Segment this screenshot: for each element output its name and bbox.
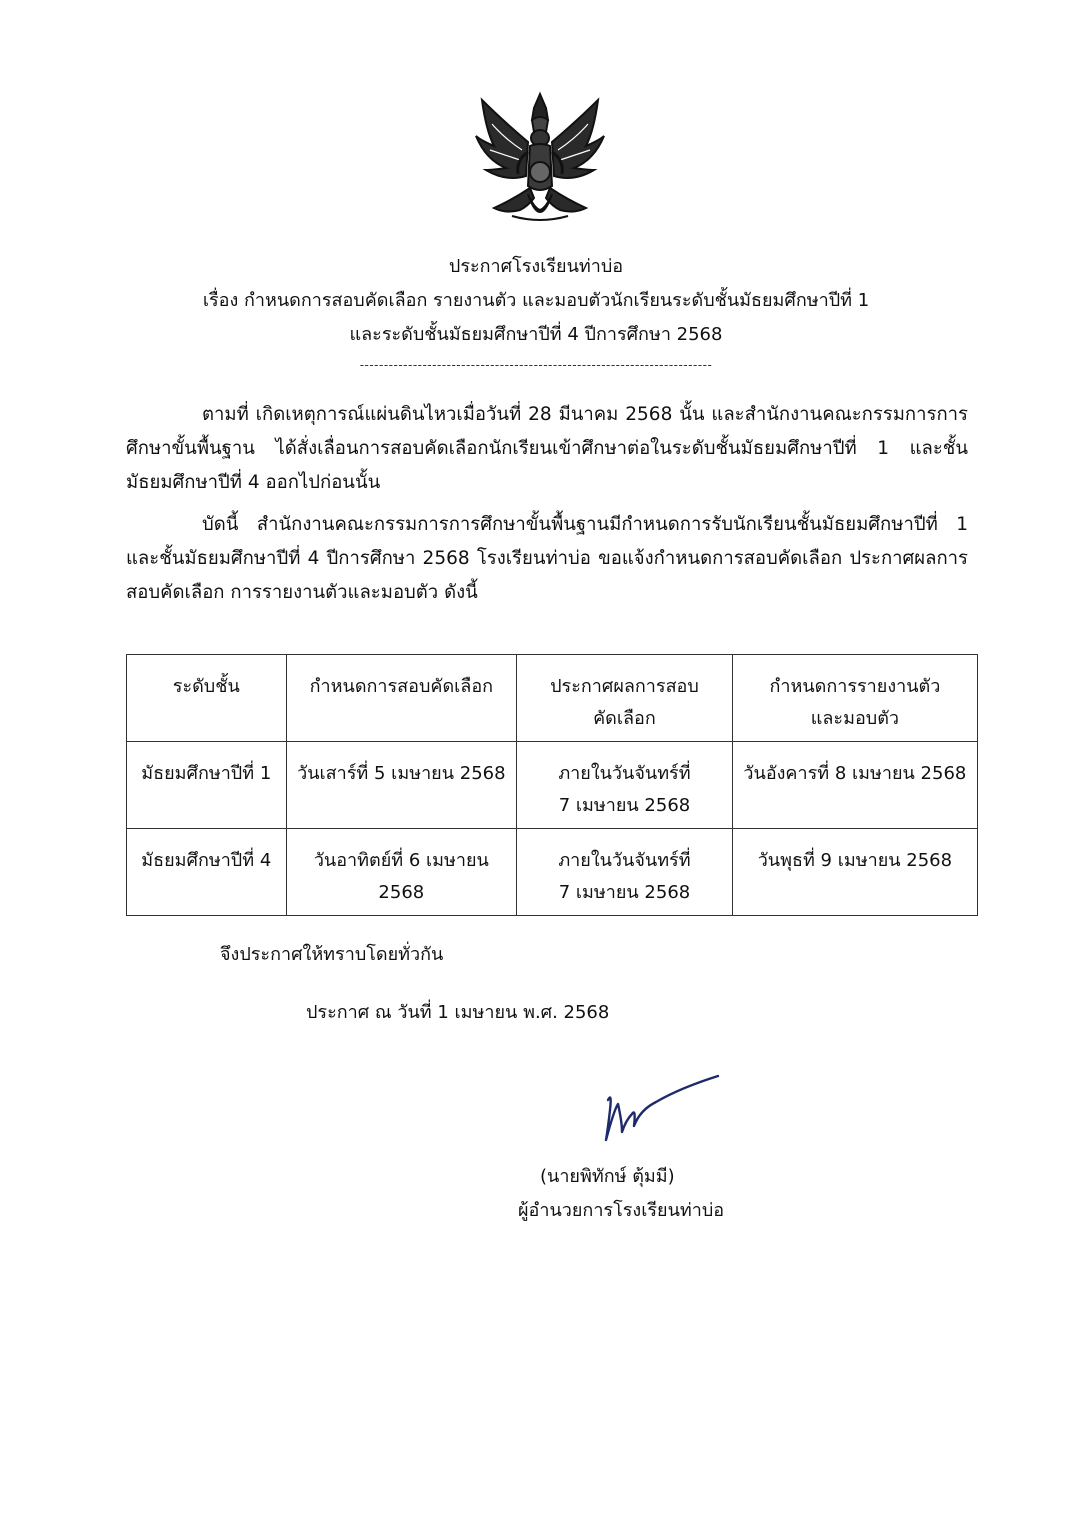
closing-notice: จึงประกาศให้ทราบโดยทั่วกัน — [220, 944, 444, 965]
header-report-line-2: และมอบตัว — [810, 708, 899, 729]
cell-level: มัธยมศึกษาปีที่ 1 — [127, 742, 287, 829]
header-level-label: ระดับชั้น — [172, 676, 240, 697]
schedule-table — [126, 654, 978, 916]
cell-result-line-2: 7 เมษายน 2568 — [558, 795, 691, 816]
header-result — [517, 655, 733, 742]
paragraph-2-text: บัดนี้ สำนักงานคณะกรรมการการศึกษาขั้นพื้นฐานมีกำหนดการรับนักเรียนชั้นมัธยมศึกษาปีที่ 1 และชั้นมัธยมศึกษาปีที่ 4 ปีการศึกษา 2568 โรงเรียนท่าบ่อ ขอแจ้งกำหนดการสอบคัดเลือก ประกาศผลการสอบคัดเลือก การรายงานตัวและมอบตัว ดังนี้ — [126, 514, 968, 603]
header-exam-date — [286, 655, 517, 742]
subject-line-2: และระดับชั้นมัธยมศึกษาปีที่ 4 ปีการศึกษา 2568 — [349, 324, 723, 345]
cell-result-line-2: 7 เมษายน 2568 — [558, 882, 691, 903]
subject-line-1: เรื่อง กำหนดการสอบคัดเลือก รายงานตัว และมอบตัวนักเรียนระดับชั้นมัธยมศึกษาปีที่ 1 — [202, 290, 870, 311]
header-exam-date-label: กำหนดการสอบคัดเลือก — [309, 676, 494, 697]
cell-result-line-1: ภายในวันจันทร์ที่ — [558, 763, 691, 784]
table-row — [127, 829, 978, 916]
paragraph-2 — [126, 508, 968, 610]
table-row — [127, 742, 978, 829]
cell-report-date: วันพุธที่ 9 เมษายน 2568 — [732, 829, 977, 916]
signature-icon — [596, 1070, 726, 1154]
cell-level: มัธยมศึกษาปีที่ 4 — [127, 829, 287, 916]
separator-line: ------------------------------------------------------------------------- — [359, 358, 713, 372]
header-report — [732, 655, 977, 742]
cell-result-line-1: ภายในวันจันทร์ที่ — [558, 850, 691, 871]
cell-report-date: วันอังคารที่ 8 เมษายน 2568 — [732, 742, 977, 829]
announcement-title: ประกาศโรงเรียนท่าบ่อ — [448, 256, 624, 277]
cell-result — [517, 829, 733, 916]
header-result-line-2: คัดเลือก — [593, 708, 656, 729]
header-result-line-1: ประกาศผลการสอบ — [550, 676, 699, 697]
header-report-line-1: กำหนดการรายงานตัว — [769, 676, 941, 697]
garuda-emblem-icon — [472, 90, 608, 232]
cell-exam-date: วันอาทิตย์ที่ 6 เมษายน 2568 — [286, 829, 517, 916]
paragraph-1 — [126, 398, 968, 500]
signatory-name: (นายพิทักษ์ ตุ้มมี) — [540, 1166, 675, 1187]
paragraph-1-text: ตามที่ เกิดเหตุการณ์แผ่นดินไหวเมื่อวันที่ 28 มีนาคม 2568 นั้น และสำนักงานคณะกรรมการการศึกษาขั้นพื้นฐาน ได้สั่งเลื่อนการสอบคัดเลือกนักเรียนเข้าศึกษาต่อในระดับชั้นมัธยมศึกษาปีที่ 1 และชั้นมัธยมศึกษาปีที่ 4 ออกไปก่อนนั้น — [126, 404, 968, 493]
cell-result — [517, 742, 733, 829]
cell-exam-date: วันเสาร์ที่ 5 เมษายน 2568 — [286, 742, 517, 829]
table-header-row — [127, 655, 978, 742]
signatory-position: ผู้อำนวยการโรงเรียนท่าบ่อ — [518, 1200, 725, 1221]
announced-date: ประกาศ ณ วันที่ 1 เมษายน พ.ศ. 2568 — [306, 1002, 610, 1023]
header-level — [127, 655, 287, 742]
